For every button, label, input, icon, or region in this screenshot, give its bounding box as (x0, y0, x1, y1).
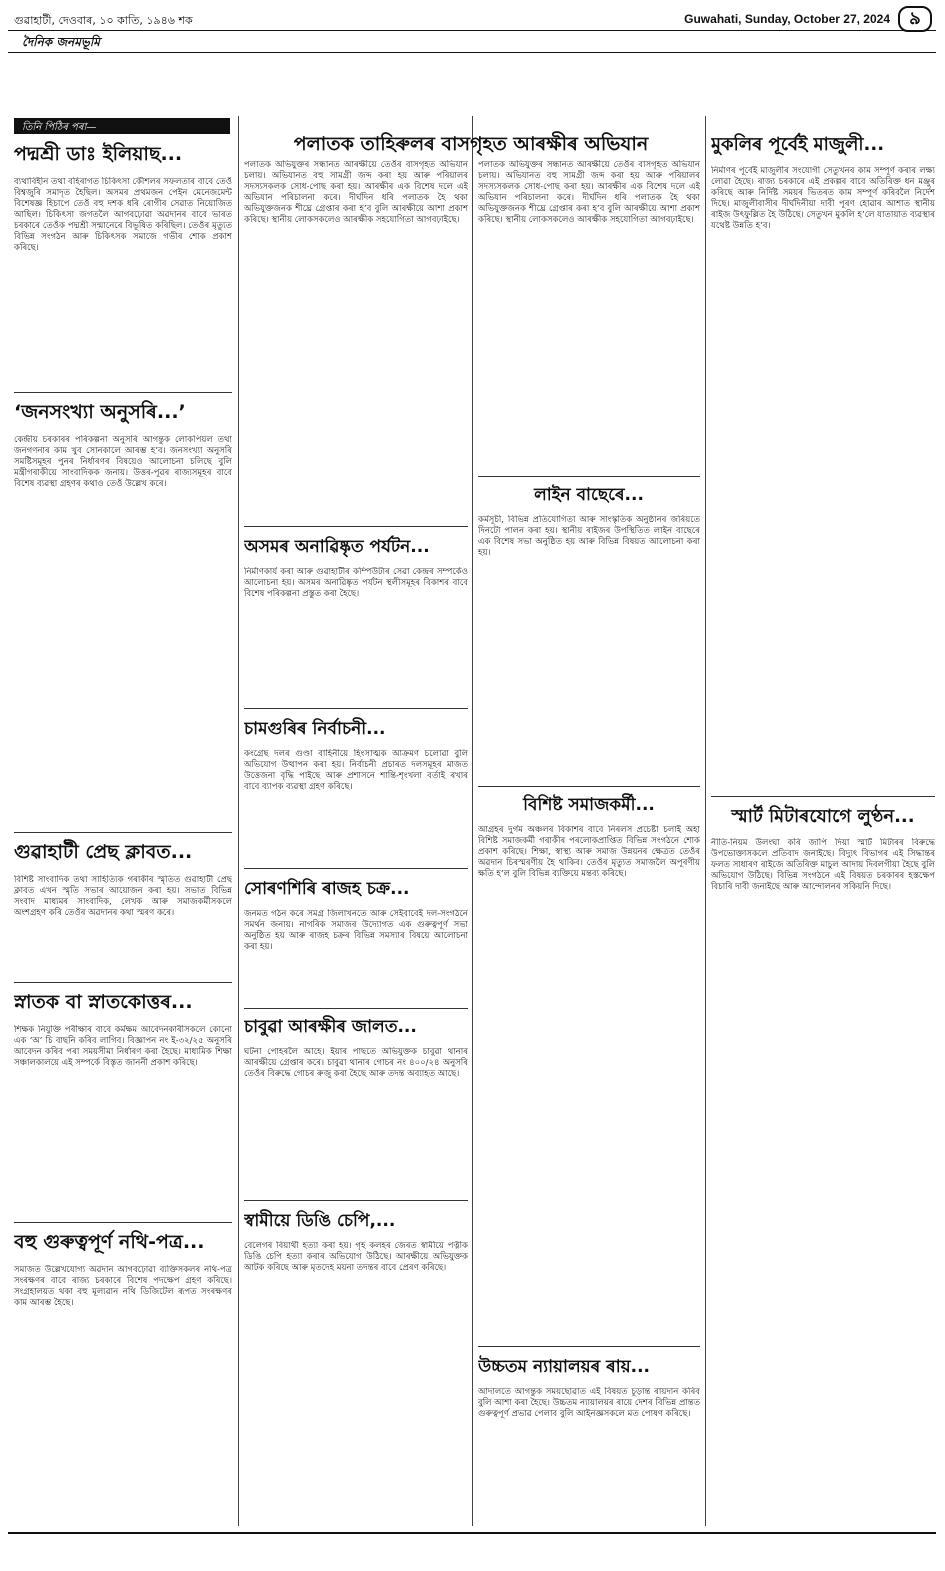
article-body: বিশিষ্ট সাংবাদিক তথা সাহিত্যিক গৰাকীৰ স্মৃতিত গুৱাহাটী প্ৰেছ ক্লাবত এখন স্মৃতি সভাৰ আয়োজন কৰা হয়। সভাত বিভিন্ন সংবাদ মাধ্যমৰ সাংবাদিক, লেখক আৰু সমাজকৰ্মীসকলে অংশগ্ৰহণ কৰি তেওঁৰ অৱদানৰ কথা স্মৰণ কৰে। (14, 875, 232, 918)
headline: পলাতক তাহিৰুলৰ বাসগৃহত আৰক্ষীৰ অভিযান (293, 133, 649, 155)
article-chamaguri (244, 716, 468, 866)
article-tourism (244, 534, 468, 704)
article-body: ঘটনা পোহৰলৈ আহে। ইয়াৰ পাছতে অভিযুক্তক চাবুৱা থানাৰ আৰক্ষীয়ে গ্ৰেপ্তাৰ কৰে। চাবুৱা থানাৰ গোচৰ নং ৪০০/২৪ অনুসৰি তেওঁৰ বিৰুদ্ধে গোচৰ ৰুজু কৰা হৈছে আৰু তদন্ত অব্যাহত আছে। (244, 1047, 468, 1079)
article-body: বেলেগৰ বিয়াৰ্থী হত্যা কৰা হয়। গৃহ কলহৰ জেৰত স্বামীয়ে পত্নীক ডিঙি চেপি হত্যা কৰাৰ অভিযোগ উঠিছে। আৰক্ষীয়ে অভিযুক্তক আটক কৰিছে আৰু মৃতদেহ ময়না তদন্তৰ বাবে প্ৰেৰণ কৰিছে। (244, 1241, 468, 1273)
article-separator (244, 868, 468, 869)
article-population (14, 398, 232, 828)
article-separator (14, 392, 232, 393)
headline: স্নাতক বা স্নাতকোত্তৰ... (14, 991, 193, 1013)
headline: চাবুৱা আৰক্ষীৰ জালত... (244, 1017, 417, 1037)
article-separator (244, 526, 468, 527)
section-label: তিনি পিঠিৰ পৰা— (14, 118, 230, 134)
header-rule (8, 30, 936, 31)
headline: বিশিষ্ট সমাজকৰ্মী... (523, 795, 655, 815)
article-body: পলাতক অভিযুক্তৰ সন্ধানত আৰক্ষীয়ে তেওঁৰ বাসগৃহত অভিযান চলায়। অভিযানত বহু সামগ্ৰী জব্দ কৰা হয় আৰু পৰিয়ালৰ সদস্যসকলক সোধ-পোছ কৰা হয়। আৰক্ষীৰ এক বিশেষ দলে এই অভিযান পৰিচালনা কৰে। দীৰ্ঘদিন ধৰি পলাতক হৈ থকা অভিযুক্তজনক শীঘ্ৰে গ্ৰেপ্তাৰ কৰা হ’ব বুলি আৰক্ষীয়ে আশা প্ৰকাশ কৰিছে। স্থানীয় লোকসকলেও আৰক্ষীক সহযোগিতা আগবঢ়াইছে। (244, 160, 468, 225)
article-separator (244, 708, 468, 709)
article-body: কৰ্মসূচী, বিভিন্ন প্ৰতিযোগিতা আৰু সাংস্কৃতিক অনুষ্ঠানৰ জৰিয়তে দিনটো পালন কৰা হয়। স্থানীয় ৰাইজৰ উপস্থিতিত লাইন বাছেৰে এক বিশেষ সভা অনুষ্ঠিত হয় আৰু বিভিন্ন বিষয়ত আলোচনা কৰা হয়। (478, 515, 700, 558)
article-raid-col (244, 160, 468, 520)
article-separator (14, 982, 232, 983)
article-smart-meter (711, 802, 935, 1524)
article-body: নিৰ্মাণৰ পূৰ্বেই মাজুলীৰ সংযোগী সেতুখনৰ কাম সম্পূৰ্ণ কৰাৰ লক্ষ্য লোৱা হৈছে। ৰাজ্য চৰকাৰে এই প্ৰকল্পৰ বাবে অতিৰিক্ত ধন মঞ্জুৰ কৰিছে আৰু নিৰ্দিষ্ট সময়ৰ ভিতৰত কাম সম্পূৰ্ণ কৰিবলৈ নিৰ্দেশ দিছে। মাজুলীবাসীৰ দীৰ্ঘদিনীয়া দাবী পূৰণ হোৱাৰ আশাত স্থানীয় ৰাইজ উৎফুল্লিত হৈ উঠিছে। সেতুখন মুকলি হ’লে যাতায়াত ব্যৱস্থাৰ যথেষ্ট উন্নতি হ’ব। (711, 166, 935, 231)
masthead-rule (8, 52, 936, 53)
headline: বহু গুৰুত্বপূৰ্ণ নথি-পত্ৰ... (14, 1231, 205, 1253)
article-separator (478, 786, 700, 787)
article-body: জনমত গঠন কৰে সমগ্ৰ জিলাখনতে আৰু সেইবাবেই দল-সংগঠনে সমৰ্থন জনায়। নাগৰিক সমাজৰ উদ্যোগত এক গুৰুত্বপূৰ্ণ সভা অনুষ্ঠিত হয় আৰু ৰাজহ চক্ৰৰ বিভিন্ন সমস্যাৰ বিষয়ে আলোচনা কৰা হয়। (244, 909, 468, 952)
article-separator (244, 1200, 468, 1201)
headline: ‘জনসংখ্যা অনুসৰি...’ (14, 401, 186, 423)
column-divider (705, 116, 706, 1526)
article-body: ব্যথাবিহীন তথা বহিৰাগত চিকিৎসা কৌশলৰ সফলতাৰ বাবে তেওঁ বিশ্বজুৰি সমাদৃত হৈছিল। অসমৰ প্ৰথমজন পেইন মেনেজমেন্ট বিশেষজ্ঞ হিচাপে তেওঁ বহু দশক ধৰি ৰোগীৰ সেৱাত নিয়োজিত আছিল। চিকিৎসা জগতলৈ আগবঢ়োৱা অৱদানৰ বাবে ভাৰত চৰকাৰে তেওঁক পদ্মশ্ৰী সন্মানেৰে বিভূষিত কৰিছিল। তেওঁৰ মৃত্যুত বিভিন্ন সংগঠন আৰু চিকিৎসক সমাজে গভীৰ শোক প্ৰকাশ কৰিছে। (14, 177, 232, 253)
headline: গুৱাহাটী প্ৰেছ ক্লাবত... (14, 841, 193, 863)
article-body: নীতি-নিয়ম উলংঘা কৰি জাপি দিয়া স্মাৰ্ট মিটাৰৰ বিৰুদ্ধে উপভোক্তাসকলে প্ৰতিবাদ জনাইছে। বিদ্যুৎ বিভাগৰ এই সিদ্ধান্তৰ ফলত সাধাৰণ ৰাইজে অতিৰিক্ত মাচুল আদায় দিবলগীয়া হৈছে বুলি অভিযোগ উঠিছে। বিভিন্ন সংগঠনে এই বিষয়ত চৰকাৰৰ হস্তক্ষেপ বিচাৰি দাবী জনাইছে আৰু আন্দোলনৰ সকিয়নি দিছে। (711, 838, 935, 892)
article-body: সমাজত উল্লেখযোগ্য অৱদান আগবঢ়োৱা ব্যক্তিসকলৰ নথি-পত্ৰ সংৰক্ষণৰ বাবে ৰাজ্য চৰকাৰে বিশেষ পদক্ষেপ গ্ৰহণ কৰিছে। সংগ্ৰহালয়ত থকা বহু মূল্যৱান নথি ডিজিটেল ৰূপত সংৰক্ষণৰ কাম আৰম্ভ হৈছে। (14, 1265, 232, 1308)
footer-rule (8, 1532, 936, 1534)
article-separator (478, 1346, 700, 1347)
headline: স্মাৰ্ট মিটাৰযোগে লুণ্ঠন... (731, 806, 915, 827)
article-body: শিক্ষক নিযুক্তি পৰীক্ষাৰ বাবে কৰ্মক্ষম আবেদনকাৰীসকলে কোনো এক ‘অ’ চি বাছনি কৰিব লাগিব। বিজ্ঞাপন নং ই-৩২/২৫ অনুসৰি আবেদন কৰিব পৰা সময়সীমা নিৰ্ধাৰণ কৰা হৈছে। মাধ্যমিক শিক্ষা সঞ্চালকালয়ে এই সম্পৰ্কে বিস্তৃত জাননী প্ৰকাশ কৰিছে। (14, 1025, 232, 1068)
article-separator (711, 796, 935, 797)
headline: চামগুৰিৰ নিৰ্বাচনী... (244, 719, 386, 739)
article-press-club (14, 838, 232, 978)
headline: মুকলিৰ পূৰ্বেই মাজুলী... (711, 134, 885, 155)
date-assamese: গুৱাহাটী, দেওবাৰ, ১০ কাতি, ১৯৪৬ শক (14, 14, 193, 27)
article-body: আগ্ৰহৰ দুৰ্গম অঞ্চলৰ বিকাশৰ বাবে নিৰলস প্ৰচেষ্টা চলাই অহা বিশিষ্ট সমাজকৰ্মী গৰাকীৰ পৰলোকপ্ৰাপ্তিত বিভিন্ন সংগঠনে শোক প্ৰকাশ কৰিছে। শিক্ষা, স্বাস্থ্য আৰু সমাজ উন্নয়নৰ ক্ষেত্ৰত তেওঁৰ অৱদান চিৰস্মৰণীয় হৈ থাকিব। তেওঁৰ মৃত্যুত সমাজলৈ অপূৰণীয় ক্ষতি হ’ল বুলি বিভিন্ন ব্যক্তিয়ে মন্তব্য কৰিছে। (478, 825, 700, 879)
article-body: কংগ্ৰেছ দলৰ গুণ্ডা বাহিনীয়ে হিংসাত্মক আক্ৰমণ চলোৱা বুলি অভিযোগ উত্থাপন কৰা হয়। নিৰ্বাচনী প্ৰচাৰত দলসমূহৰ মাজত উত্তেজনা বৃদ্ধি পাইছে আৰু প্ৰশাসনে শান্তি-শৃংখলা বৰ্তাই ৰখাৰ বাবে ব্যাপক ব্যৱস্থা গ্ৰহণ কৰিছে। (244, 749, 468, 792)
article-body: আদালতে আগন্তুক সময়ছোৱাত এই বিষয়ত চূড়ান্ত ৰায়দান কৰিব বুলি আশা কৰা হৈছে। উচ্চতম ন্যায়ালয়ৰ ৰায়ে দেশৰ বিভিন্ন প্ৰান্তত গুৰুত্বপূৰ্ণ প্ৰভাৱ পেলাব বুলি আইনজ্ঞসকলে মত পোষণ কৰিছে। (478, 1387, 700, 1419)
article-separator (14, 1222, 232, 1223)
article-body: কেন্দ্ৰীয় চৰকাৰৰ পৰিকল্পনা অনুসৰি আগন্তুক লোকপিয়ল তথা জনগণনাৰ কাম খুব সোনকালে আৰম্ভ হ’ব। জনসংখ্যা অনুসৰি সমষ্টিসমূহৰ পুনৰ নিৰ্ধাৰণৰ বিষয়েও আলোচনা চলিছে বুলি মন্ত্ৰীগৰাকীয়ে সাংবাদিকক জনায়। উত্তৰ-পূৱৰ ৰাজ্যসমূহৰ বাবে বিশেষ ব্যৱস্থা গ্ৰহণৰ কথাও তেওঁ উল্লেখ কৰে। (14, 435, 232, 489)
headline: পদ্মশ্ৰী ডাঃ ইলিয়াছ... (14, 143, 183, 165)
headline: উচ্চতম ন্যায়ালয়ৰ ৰায়... (478, 1357, 651, 1377)
article-main-headline-block (244, 130, 698, 158)
article-subansiri (244, 876, 468, 1006)
column-divider (472, 116, 473, 1526)
article-body: পলাতক অভিযুক্তৰ সন্ধানত আৰক্ষীয়ে তেওঁৰ বাসগৃহত অভিযান চলায়। অভিযানত বহু সামগ্ৰী জব্দ কৰা হয় আৰু পৰিয়ালৰ সদস্যসকলক সোধ-পোছ কৰা হয়। আৰক্ষীৰ এক বিশেষ দলে এই অভিযান পৰিচালনা কৰে। দীৰ্ঘদিন ধৰি পলাতক হৈ থকা অভিযুক্তজনক শীঘ্ৰে গ্ৰেপ্তাৰ কৰা হ’ব বুলি আৰক্ষীয়ে আশা প্ৰকাশ কৰিছে। স্থানীয় লোকসকলেও আৰক্ষীক সহযোগিতা আগবঢ়াইছে। (478, 160, 700, 225)
article-majuli (711, 130, 935, 790)
article-separator (478, 476, 700, 477)
headline: লাইন বাছেৰে... (534, 485, 644, 505)
headline: স্বামীয়ে ডিঙি চেপি,... (244, 1211, 396, 1231)
headline: সোৰণশিৰি ৰাজহ চক্ৰ... (244, 879, 410, 899)
masthead: দৈনিক জনমভূমি (22, 35, 100, 49)
article-separator (14, 832, 232, 833)
article-social-worker (478, 792, 700, 1342)
article-documents (14, 1228, 232, 1524)
headline: অসমৰ অনাৱিষ্কৃত পৰ্যটন... (244, 537, 430, 557)
article-line-bus (478, 482, 700, 782)
page-number-badge: ৯ (898, 6, 932, 32)
article-separator (244, 1008, 468, 1009)
article-supreme-court (478, 1354, 700, 1524)
article-husband (244, 1208, 468, 1524)
column-divider (238, 116, 239, 1526)
article-chabua (244, 1014, 468, 1196)
page-header (8, 6, 936, 30)
article-body: নিৰ্মাণকাৰ্য কৰা আৰু গুৱাহাটীৰ কম্পিউটাৰ সেৱা কেন্দ্ৰৰ সম্পৰ্কেও আলোচনা হয়। অসমৰ অনাৱিষ্কৃত পৰ্যটন স্থলীসমূহৰ বিকাশৰ বাবে বিশেষ পৰিকল্পনা প্ৰস্তুত কৰা হৈছে। (244, 567, 468, 599)
date-english: Guwahati, Sunday, October 27, 2024 (684, 12, 890, 26)
article-raid-col2 (478, 160, 700, 470)
article-graduate (14, 988, 232, 1218)
article-padmashree (14, 140, 232, 390)
